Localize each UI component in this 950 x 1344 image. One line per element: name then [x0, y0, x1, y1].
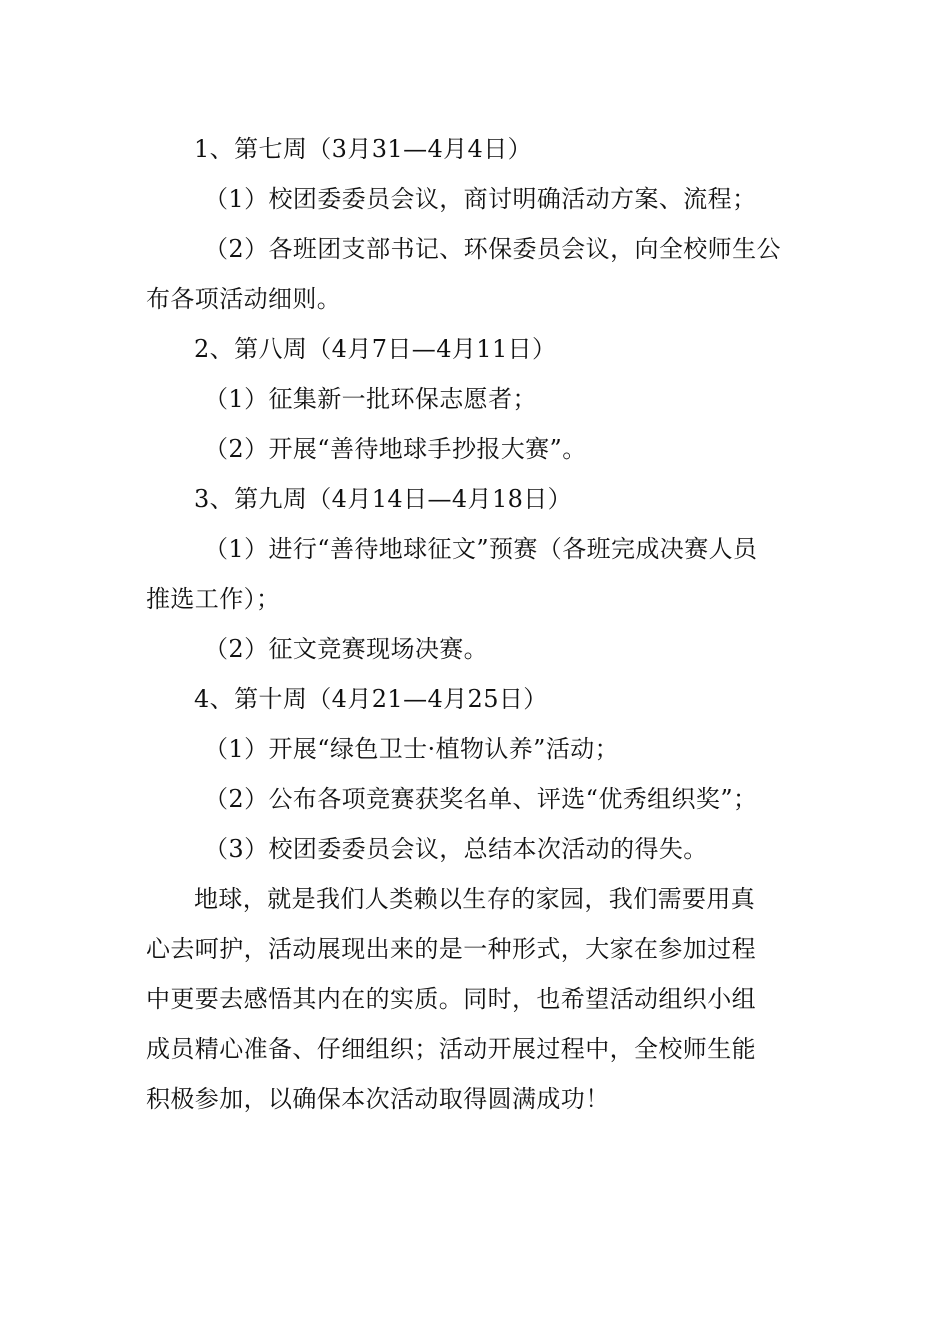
week9-item-1-line-1: （1）进行“善待地球征文”预赛（各班完成决赛人员	[204, 535, 758, 563]
closing-line-4: 成员精心准备、仔细组织；活动开展过程中，全校师生能	[146, 1035, 756, 1063]
week10-item-1: （1）开展“绿色卫士·植物认养”活动；	[204, 735, 620, 763]
week7-item-2-line-2: 布各项活动细则。	[146, 285, 342, 313]
week10-item-2: （2）公布各项竞赛获奖名单、评选“优秀组织奖”；	[204, 785, 758, 813]
week9-item-1-line-2: 推选工作）；	[146, 585, 281, 613]
week9-item-2: （2）征文竞赛现场决赛。	[204, 635, 489, 663]
week8-item-1: （1）征集新一批环保志愿者；	[204, 385, 537, 413]
week10-heading: 4、第十周（4月21—4月25日）	[194, 685, 548, 713]
week10-item-3: （3）校团委委员会议，总结本次活动的得失。	[204, 835, 708, 863]
closing-line-5: 积极参加，以确保本次活动取得圆满成功！	[146, 1085, 610, 1113]
week7-item-1: （1）校团委委员会议，商讨明确活动方案、流程；	[204, 185, 757, 213]
week8-item-2: （2）开展“善待地球手抄报大赛”。	[204, 435, 587, 463]
week7-item-2-line-1: （2）各班团支部书记、环保委员会议，向全校师生公	[204, 235, 781, 263]
week7-heading: 1、第七周（3月31—4月4日）	[194, 135, 533, 163]
closing-line-1: 地球，就是我们人类赖以生存的家园，我们需要用真	[194, 885, 756, 913]
week9-heading: 3、第九周（4月14日—4月18日）	[194, 485, 573, 513]
closing-line-2: 心去呵护，活动展现出来的是一种形式，大家在参加过程	[146, 935, 756, 963]
closing-line-3: 中更要去感悟其内在的实质。同时，也希望活动组织小组	[146, 985, 756, 1013]
week8-heading: 2、第八周（4月7日—4月11日）	[194, 335, 557, 363]
